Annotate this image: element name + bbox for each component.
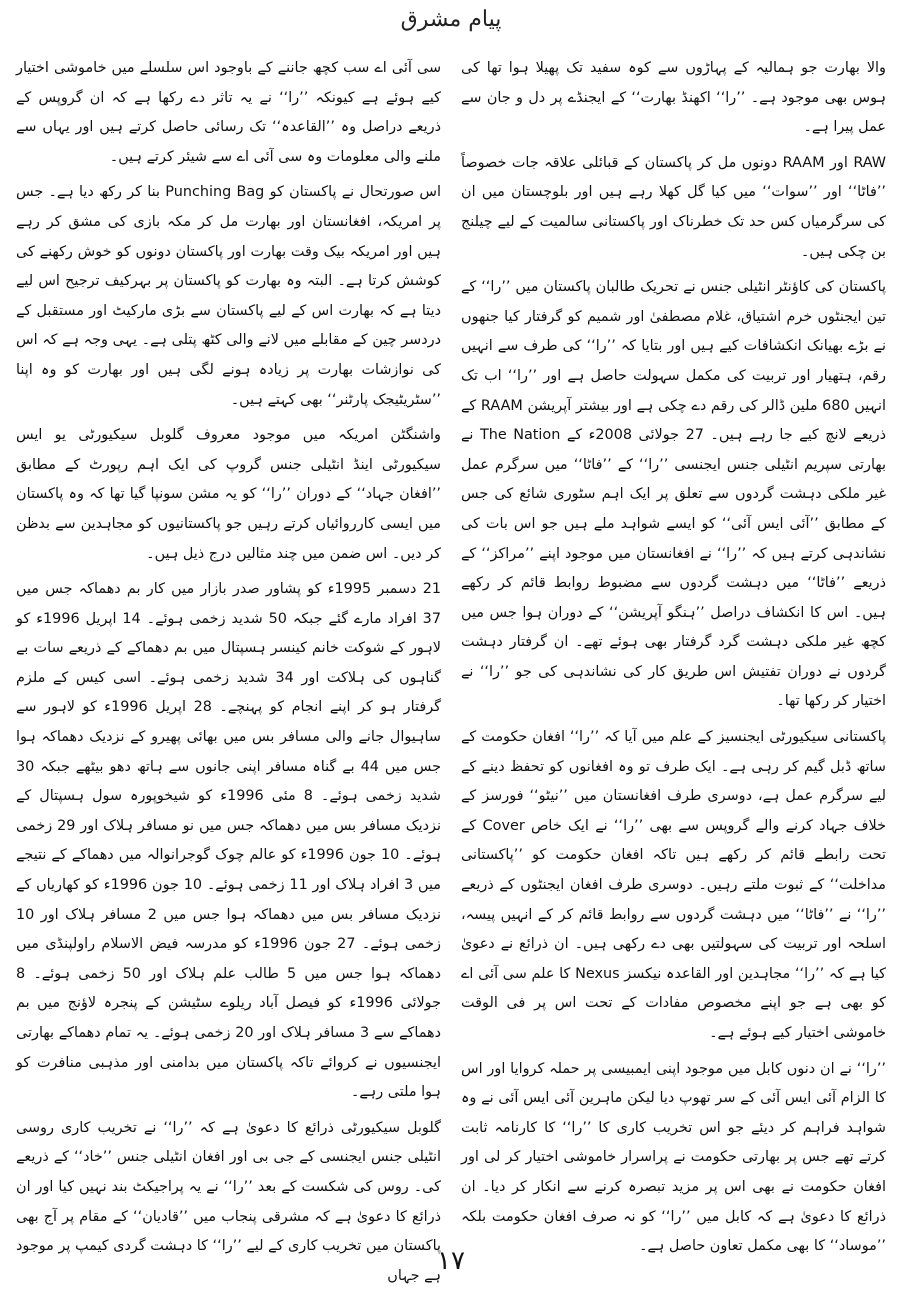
paragraph: گلوبل سیکیورٹی ذرائع کا دعویٰ ہے کہ ’’را‘‘ نے تخریب کاری روسی انٹیلی جنس ایجنسی کے جی بی اور افغان انٹیلی جنس ’’خاد‘‘ کے ذریعے کی۔ روس کی شکست کے بعد ’’را‘‘ نے یہ پراجیکٹ بند نہیں کیا اور ان ذرائع کا دعویٰ ہے کہ مشرقی پنجاب میں ’’قادیان‘‘ کے مقام پر آج بھی پاکستان میں تخریب کاری کے لیے ’’را‘‘ کا دہشت گردی کیمپ پر موجود ہے جہاں [16, 1119, 441, 1284]
paragraph: RAW اور RAAM دونوں مل کر پاکستان کے قبائلی علاقہ جات خصوصاً ’’فاٹا‘‘ اور ’’سوات‘‘ میں کیا گل کھلا رہے ہیں اور بلوچستان میں ان کی سرگرمیاں کس حد تک خطرناک اور پاکستانی سالمیت کے لیے چیلنج بن چکی ہیں۔ [461, 154, 887, 260]
left-column [16, 54, 441, 1297]
paragraph: سی آئی اے سب کچھ جاننے کے باوجود اس سلسلے میں خاموشی اختیار کیے ہوئے ہے کیونکہ ’’را‘‘ نے یہ تاثر دے رکھا ہے کہ ان گروپس کے ذریعے دراصل وہ ’’القاعدہ‘‘ تک رسائی حاصل کرتے ہیں اور یہاں سے ملنے والی معلومات وہ سی آئی اے سے شیئر کرتے ہیں۔ [16, 60, 441, 165]
right-column [461, 54, 886, 1268]
paragraph: اس صورتحال نے پاکستان کو Punching Bag بنا کر رکھ دیا ہے۔ جس پر امریکہ، افغانستان اور بھارت مل کر مکہ بازی کی مشق کر رہے ہیں اور امریکہ بیک وقت بھارت اور پاکستان دونوں کو خوش رکھنے کی کوشش کرتا ہے۔ البتہ وہ بھارت کو پاکستان پر بہرکیف ترجیح اس لیے دیتا ہے کہ بھارت اس کے لیے پاکستان سے بڑی مارکیٹ اور مستقبل کے دردسر چین کے مقابلے میں لانے والی کٹھ پتلی ہے۔ یہی وجہ ہے کہ اس کی نوازشات بھارت پر زیادہ ہونے لگی ہیں اور بھارت کو وہ اپنا ’’سٹریٹیجک پارٹنر‘‘ بھی کہتے ہیں۔ [16, 184, 441, 408]
paragraph: 21 دسمبر 1995ء کو پشاور صدر بازار میں کار بم دھماکہ جس میں 37 افراد مارے گئے جبکہ 50 شدید زخمی ہوئے۔ 14 اپریل 1996ء کو لاہور کے شوکت خانم کینسر ہسپتال میں بم دھماکے کے ذریعے سات بے گناہوں کی ہلاکت اور 34 شدید زخمی ہوئے۔ اسی کیس کے ملزم گرفتار ہو کر اپنے انجام کو پہنچے۔ 28 اپریل 1996ء کو لاہور سے ساہیوال جانے والی مسافر بس میں بھائی پھیرو کے نزدیک دھماکہ ہوا جس میں 44 بے گناہ مسافر اپنی جانوں سے ہاتھ دھو بیٹھے جبکہ 30 شدید زخمی ہوئے۔ 8 مئی 1996ء کو شیخوپورہ سول ہسپتال کے نزدیک مسافر بس میں دھماکہ جس میں نو مسافر ہلاک اور 29 زخمی ہوئے۔ 10 جون 1996ء کو عالم چوک گوجرانوالہ میں دھماکے کے نتیجے میں 3 افراد ہلاک اور 11 زخمی ہوئے۔ 10 جون 1996ء کو کھاریاں کے نزدیک مسافر بس میں دھماکہ ہوا جس میں 2 مسافر ہلاک اور 10 زخمی ہوئے۔ 27 جون 1996ء کو مدرسہ فیض الاسلام راولپنڈی میں دھماکہ ہوا جس میں 5 طالب علم ہلاک اور 50 زخمی ہوئے۔ 8 جولائی 1996ء کو فیصل آباد ریلوے سٹیشن کے پنجرہ لاؤنج میں بم دھماکے سے 3 مسافر ہلاک اور 20 زخمی ہوئے۔ یہ تمام دھماکے بھارتی ایجنسیوں نے کروائے تاکہ پاکستان میں بدامنی اور مذہبی منافرت کو ہوا ملتی رہے۔ [16, 581, 442, 1101]
paragraph: پاکستان کی کاؤنٹر انٹیلی جنس نے تحریک طالبان پاکستان میں ’’را‘‘ کے تین ایجنٹوں خرم اشتیاق، غلام مصطفیٰ اور شمیم کو گرفتار کیا جنھوں نے بڑے بھیانک انکشافات کیے ہیں اور بتایا کہ ’’را‘‘ کی طرف سے انہیں رقم، ہتھیار اور تربیت کی مکمل سہولت حاصل ہے اور ’’را‘‘ اب تک انہیں 680 ملین ڈالر کی رقم دے چکی ہے اور بیشتر آپریشن RAAM کے ذریعے لانچ کیے جا رہے ہیں۔ 27 جولائی 2008ء کے The Nation نے بھارتی سپریم انٹیلی جنس ایجنسی ’’را‘‘ کے ’’فاٹا‘‘ میں سرگرم عمل غیر ملکی دہشت گردوں سے تعلق پر ایک اہم سٹوری شائع کی جس کے مطابق ’’آئی ایس آئی‘‘ کو ایسے شواہد ملے ہیں جو اس بات کی نشاندہی کرتے ہیں کہ ’’را‘‘ نے افغانستان میں موجود اپنے ’’مراکز‘‘ کے ذریعے ’’فاٹا‘‘ میں دہشت گردوں سے مضبوط روابط قائم کر رکھے ہیں۔ اس کا انکشاف دراصل ’’ہنگو آپریشن‘‘ کے دوران ہوا جس میں کچھ غیر ملکی دہشت گرد گرفتار بھی ہوئے تھے۔ ان گرفتار دہشت گردوں نے دوران تفتیش اس طریق کار کی نشاندہی کی جو ’’را‘‘ نے اختیار کر رکھا تھا۔ [461, 279, 887, 710]
publication-title: پیام مشرق [400, 7, 502, 32]
page-header [0, 4, 902, 40]
page-number: ۱۷ [437, 1246, 465, 1276]
paragraph: پاکستانی سیکیورٹی ایجنسیز کے علم میں آیا کہ ’’را‘‘ افغان حکومت کے ساتھ ڈبل گیم کر رہی ہے۔ ایک طرف تو وہ افغانوں کو تحفظ دینے کے لیے سرگرم عمل ہے، دوسری طرف افغانستان میں ’’نیٹو‘‘ فورسز کے خلاف جہاد کرنے والے گروپس سے بھی ’’را‘‘ نے ایک خاص Cover کے تحت رابطے قائم کر رکھے ہیں تاکہ افغان حکومت کو ’’پاکستانی مداخلت‘‘ کے ثبوت ملتے رہیں۔ دوسری طرف افغان ایجنٹوں کے ذریعے ’’را‘‘ نے ’’فاٹا‘‘ میں دہشت گردوں سے روابط قائم کر کے انہیں پیسہ، اسلحہ اور تربیت کی سہولتیں بھی دے رکھی ہیں۔ ان ذرائع نے دعویٰ کیا ہے کہ ’’را‘‘ مجاہدین اور القاعدہ نیکسز Nexus کا علم سی آئی اے کو بھی ہے جو اپنے مخصوص مفادات کے تحت اس پر فی الوقت خاموشی اختیار کیے ہوئے ہے۔ [461, 729, 887, 1041]
paragraph: ’’را‘‘ نے ان دنوں کابل میں موجود اپنی ایمبیسی پر حملہ کروایا اور اس کا الزام آئی ایس آئی کے سر تھوپ دیا لیکن ماہرین آئی ایس آئی نے وہ شواہد فراہم کر دیئے جو اس تخریب کاری کا ’’را‘‘ کا کارنامہ ثابت کرتے تھے جس پر بھارتی حکومت نے پراسرار خاموشی اختیار کر لی اور افغان حکومت نے بھی اس پر مزید تبصرہ کرنے سے انکار کر دیا۔ ان ذرائع کا دعویٰ ہے کہ کابل میں ’’را‘‘ کو نہ صرف افغان حکومت بلکہ ’’موساد‘‘ کا بھی مکمل تعاون حاصل ہے۔ [461, 1060, 886, 1255]
paragraph: واشنگٹن امریکہ میں موجود معروف گلوبل سیکیورٹی یو ایس سیکیورٹی اینڈ انٹیلی جنس گروپ کی ایک اہم رپورٹ کے مطابق ’’افغان جہاد‘‘ کے دوران ’’را‘‘ کو یہ مشن سونپا گیا تھا کہ وہ پاکستان میں ایسی کارروائیاں کرتے رہیں جو پاکستانیوں کو مجاہدین سے بدظن کر دیں۔ اس ضمن میں چند مثالیں درج ذیل ہیں۔ [16, 427, 441, 562]
paragraph: والا بھارت جو ہمالیہ کے پہاڑوں سے کوہ سفید تک پھیلا ہوا تھا کی ہوس بھی موجود ہے۔ ’’را‘‘ اکھنڈ بھارت‘‘ کے ایجنڈے پر دل و جان سے عمل پیرا ہے۔ [461, 60, 886, 136]
